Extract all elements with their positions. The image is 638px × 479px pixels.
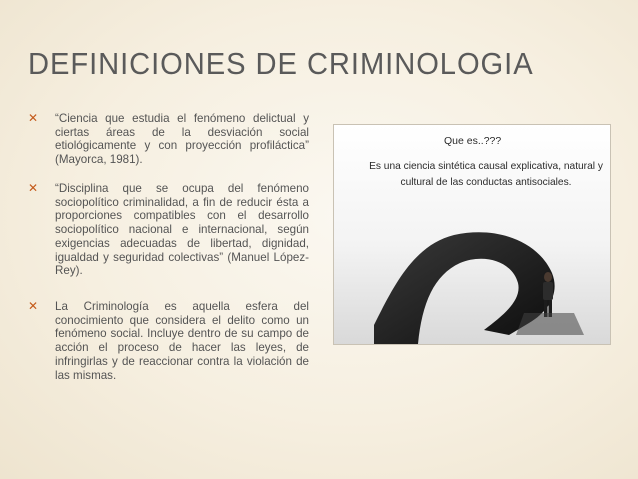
person-figure <box>543 272 553 317</box>
bullet-text: La Criminología es aquella esfera del conocimiento que considera el delito como un fenómeno social. Incluye dentro de su campo de acción el proceso de hacer las leyes, de infringirlas y de reaccionar contra la violación de las mismas. <box>55 300 309 382</box>
bullet-text: “Disciplina que se ocupa del fenómeno sociopolítico criminalidad, a fin de reducir ésta a proporciones compatibles con el desarrollo sociopolítico nacional e internacional, según exigencias adecuadas de libertad, dignidad, igualdad y seguridad colectivas” (Manuel López-Rey). <box>55 182 309 278</box>
bullet-text: “Ciencia que estudia el fenómeno delictual y ciertas áreas de la desviación social etiológicamente y con proyección profiláctica” (Mayorca, 1981). <box>55 112 309 167</box>
slide-title: DEFINICIONES DE CRIMINOLOGIA <box>28 46 534 81</box>
x-bullet-icon: ✕ <box>28 299 39 313</box>
x-bullet-icon: ✕ <box>28 111 39 125</box>
question-mark-graphic <box>334 125 610 344</box>
image-caption-title: Que es..??? <box>444 135 502 147</box>
floor-square <box>516 313 584 335</box>
x-bullet-icon: ✕ <box>28 181 39 195</box>
question-mark-illustration <box>333 124 611 345</box>
image-caption-text: Es una ciencia sintética causal explicativa, natural y cultural de las conductas antisociales. <box>369 161 603 188</box>
